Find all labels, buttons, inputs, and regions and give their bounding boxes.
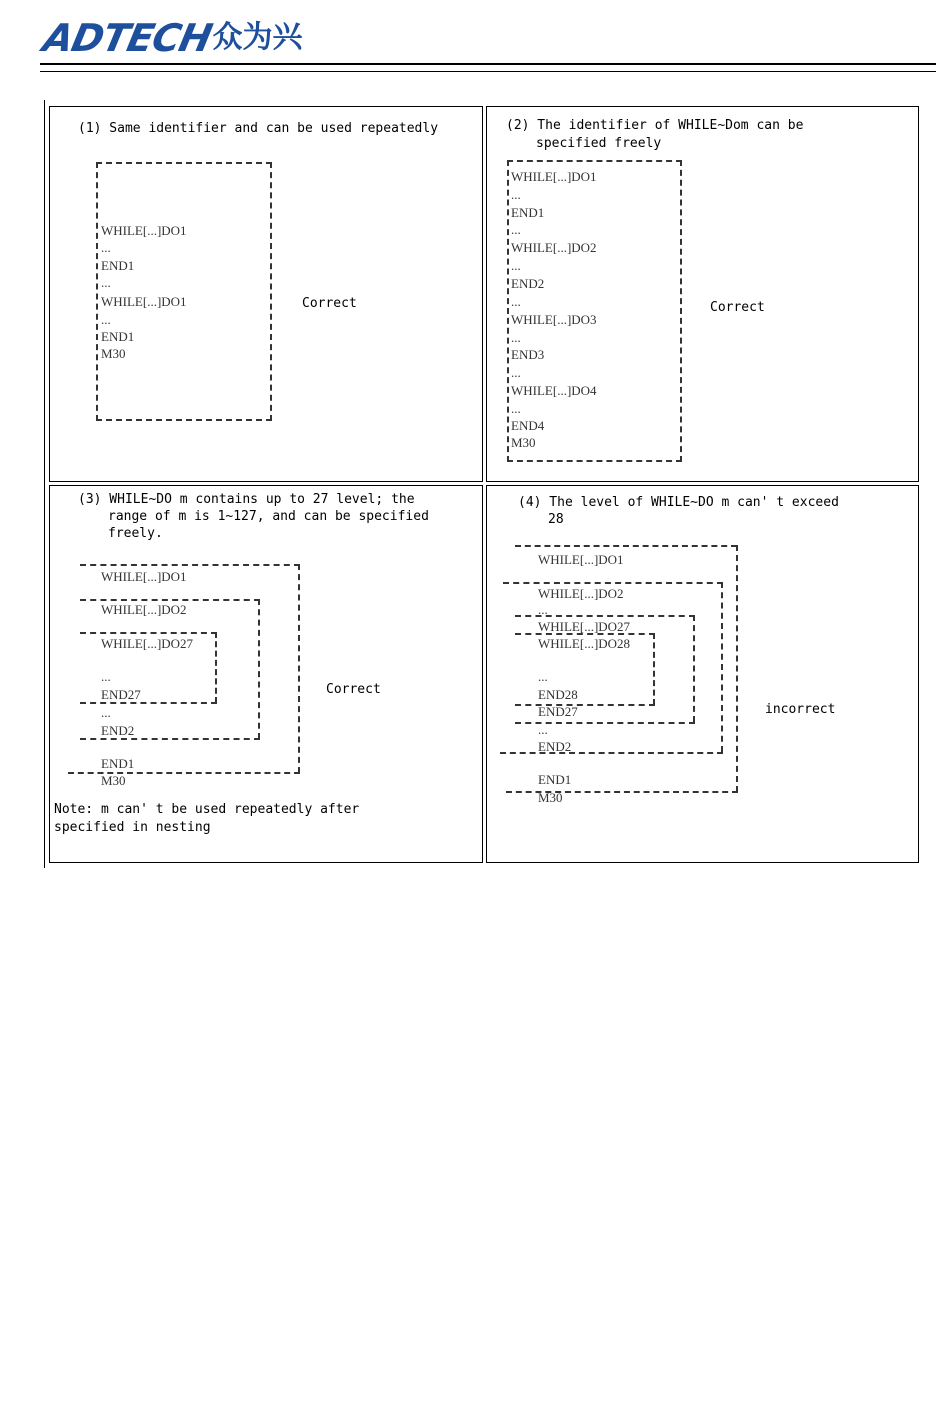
code-line: WHILE[...]DO1 <box>101 569 187 584</box>
code-line: ... <box>511 365 521 380</box>
code-line: ... <box>101 669 111 684</box>
panel1-title: (1) Same identifier and can be used repeatedly <box>78 121 439 136</box>
code-line: M30 <box>538 790 563 805</box>
panel2-title-line2: specified freely <box>536 136 662 151</box>
bracket-outer-top <box>80 564 300 566</box>
left-margin-line <box>44 100 45 868</box>
bracket-l1-top <box>515 545 737 547</box>
code-line: END28 <box>538 687 578 702</box>
logo-chinese-text: 众为兴 <box>212 20 303 55</box>
panel4-title-line2: 28 <box>548 512 564 527</box>
code-line: END2 <box>511 276 545 291</box>
header-rule-thick <box>40 63 936 65</box>
logo-text: ADTECH <box>39 16 216 60</box>
code-line: END2 <box>538 739 572 754</box>
code-line: WHILE[...]DO4 <box>511 383 597 398</box>
code-line: END27 <box>101 687 141 702</box>
code-line: END4 <box>511 418 545 433</box>
bracket-middle-right <box>258 599 260 739</box>
panel3-note-line2: specified in nesting <box>54 820 211 835</box>
code-line: ... <box>101 705 111 720</box>
bracket-l2-right <box>721 582 723 752</box>
panel2-title-line1: (2) The identifier of WHILE~Dom can be <box>506 118 804 133</box>
panel3-title-line3: freely. <box>108 526 163 541</box>
code-line: WHILE[...]DO2 <box>538 586 624 601</box>
panel-nesting-limit-28 <box>486 485 919 863</box>
code-line: WHILE[...]DO1 <box>101 223 187 238</box>
bracket-l28-bottom <box>515 704 655 706</box>
code-line: ... <box>538 722 548 737</box>
code-line: ... <box>511 258 521 273</box>
panel3-verdict: Correct <box>326 682 381 697</box>
code-line: ... <box>511 222 521 237</box>
code-line: WHILE[...]DO1 <box>101 294 187 309</box>
code-line: END3 <box>511 347 545 362</box>
code-line: END1 <box>101 756 135 771</box>
code-line: ... <box>101 240 111 255</box>
panel3-note-line1: Note: m can' t be used repeatedly after <box>54 802 360 817</box>
code-line: ... <box>538 669 548 684</box>
bracket-inner-top <box>80 632 217 634</box>
code-line: ... <box>511 330 521 345</box>
code-line: ... <box>511 401 521 416</box>
code-line: WHILE[...]DO3 <box>511 312 597 327</box>
code-line: END27 <box>538 704 578 719</box>
code-line: ... <box>511 187 521 202</box>
panel3-title-line1: (3) WHILE~DO m contains up to 27 level; the <box>78 492 415 507</box>
panel2-verdict: Correct <box>710 300 765 315</box>
bracket-l28-right <box>653 633 655 705</box>
code-line: END1 <box>101 258 135 273</box>
code-line: M30 <box>101 346 126 361</box>
panel4-verdict: incorrect <box>765 702 836 717</box>
code-line: END2 <box>101 723 135 738</box>
header-rule-thin <box>40 71 936 72</box>
code-line: ... <box>511 294 521 309</box>
adtech-logo <box>39 16 303 60</box>
code-line: WHILE[...]DO1 <box>538 552 624 567</box>
code-line: ... <box>101 275 111 290</box>
bracket-inner-right <box>215 632 217 703</box>
panel1-dashed-frame <box>96 162 272 421</box>
bracket-l2-top <box>503 582 723 584</box>
code-line: END1 <box>101 329 135 344</box>
code-line: ... <box>101 312 111 327</box>
bracket-outer-right <box>298 564 300 773</box>
panel3-title-line2: range of m is 1~127, and can be specified <box>108 509 429 524</box>
code-line: M30 <box>511 435 536 450</box>
bracket-l2-bottom <box>500 752 723 754</box>
code-line: WHILE[...]DO27 <box>101 636 194 651</box>
code-line: WHILE[...]DO1 <box>511 169 597 184</box>
code-line: END1 <box>511 205 545 220</box>
panel4-title-line1: (4) The level of WHILE~DO m can' t exceed <box>518 495 839 510</box>
code-line: WHILE[...]DO2 <box>101 602 187 617</box>
panel1-verdict: Correct <box>302 296 357 311</box>
bracket-l27-right <box>693 615 695 722</box>
code-line: WHILE[...]DO27 <box>538 619 631 634</box>
code-line: END1 <box>538 772 572 787</box>
code-line: WHILE[...]DO28 <box>538 636 631 651</box>
code-line: M30 <box>101 773 126 788</box>
bracket-l1-right <box>736 545 738 792</box>
code-line: ... <box>538 602 548 617</box>
code-line: WHILE[...]DO2 <box>511 240 597 255</box>
